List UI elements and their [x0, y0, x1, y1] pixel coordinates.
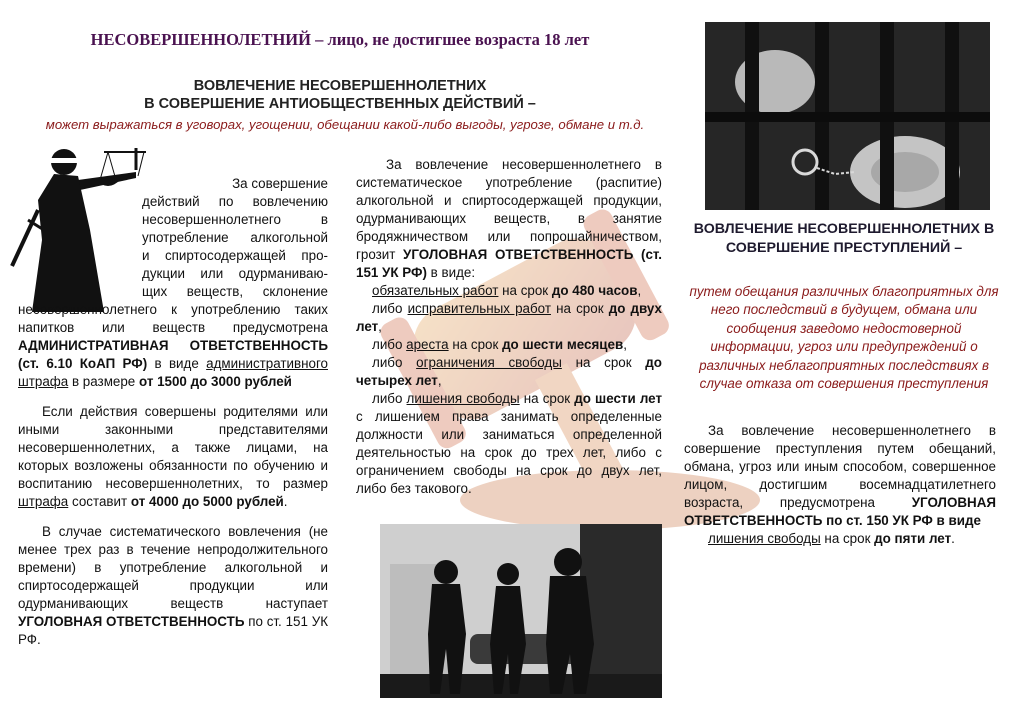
left-p1-line: несовершеннолетнего в	[142, 212, 328, 227]
text-fragment: по ст. 151 УК РФ.	[18, 614, 328, 647]
text-fragment: в размере	[68, 374, 139, 389]
hands-behind-bars-photo	[705, 22, 990, 210]
left-column	[18, 175, 328, 649]
text-fragment: За вовлечение несовершеннолетнего в совершение преступления путем обещаний, обмана, угроз или иным способом, совершенное лицом, достигшим восемнадцатилетнего возраста, предусмотрена	[684, 423, 996, 510]
left-p1-line: употребление алкогольной	[142, 230, 328, 245]
page-title	[0, 30, 680, 50]
text-fragment: .	[951, 531, 955, 546]
sanction-term: до пяти лет	[874, 531, 952, 546]
text-fragment: в виде	[147, 356, 207, 371]
text-fragment: с лишением права занимать определенные должности или заниматься определенной деятельностью на срок до трех лет, либо с ограничением свободы на срок до двух лет, либо без такового.	[356, 409, 662, 496]
koap-article: (ст. 6.10 КоАП РФ)	[18, 356, 148, 371]
sanction-link: исправительных работ	[407, 301, 551, 316]
sanction-term: до шести лет	[574, 391, 662, 406]
involvement-subtitle: может выражаться в уговорах, угощении, обещании какой-либо выгоды, угрозе, обмане и т.д.	[45, 117, 645, 132]
admin-liability: АДМИНИСТРАТИВНАЯ ОТВЕТСТВЕННОСТЬ	[18, 338, 328, 353]
text-fragment: За вовлечение несовершеннолетнего в систематическое употребление (распитие) алкогольной и спиртосодержащей продукции, одурманивающих веществ, в занятие бродяжничеством или попрошайничеством, грозит	[356, 157, 662, 262]
right-text-block	[684, 422, 996, 548]
fine-amount: от 1500 до 3000 рублей	[138, 374, 292, 389]
sanction-item	[356, 390, 662, 498]
criminal-liability: УГОЛОВНАЯ ОТВЕТСТВЕННОСТЬ	[18, 614, 245, 629]
sanction-term: до двух лет	[356, 301, 662, 334]
text-fragment: на срок	[448, 337, 503, 352]
left-p1-line: действий по вовлечению	[142, 194, 328, 209]
text-fragment: ,	[623, 337, 627, 352]
sanction-item	[356, 282, 662, 300]
sanction-link: лишения свободы	[708, 531, 821, 546]
sanction-link: обязательных работ	[372, 283, 499, 298]
fine-link: штрафа	[18, 494, 69, 509]
left-p2	[18, 403, 328, 511]
teens-silhouette-photo	[380, 524, 662, 698]
criminal-liability: УГОЛОВНАЯ ОТВЕТСТВЕННОСТЬ по ст. 150 УК РФ в виде	[684, 495, 996, 528]
title-definition: – лицо, не достигшее возраста 18 лет	[310, 30, 590, 49]
crime-heading-line2: СОВЕРШЕНИЕ ПРЕСТУПЛЕНИЙ –	[725, 240, 963, 256]
text-fragment: составит	[68, 494, 131, 509]
involvement-heading-line2: В СОВЕРШЕНИЕ АНТИОБЩЕСТВЕННЫХ ДЕЙСТВИЙ –	[144, 96, 536, 112]
involvement-heading	[60, 77, 620, 113]
text-fragment: либо	[372, 337, 407, 352]
sanction-term: до 480 часов	[551, 283, 638, 298]
middle-intro	[356, 156, 662, 282]
sanction-link: ограничения свободы	[416, 355, 562, 370]
left-p1-line: несовершеннолетнего к употреблению таких	[18, 302, 328, 317]
left-p1-line: За совершение	[232, 176, 328, 191]
left-p3	[18, 523, 328, 649]
left-p1-penalty	[18, 337, 328, 391]
fine-amount: от 4000 до 5000 рублей	[130, 494, 284, 509]
text-fragment: в виде:	[426, 265, 476, 280]
sanction-item	[356, 300, 662, 336]
left-p1-line: и спиртосодержащей про-	[142, 248, 328, 263]
left-p1-line: напитков или веществ предусмотрена	[18, 320, 328, 335]
left-p1-line: дукции или одурманиваю-	[142, 266, 328, 281]
text-fragment: на срок	[550, 301, 609, 316]
crime-heading-line1: ВОВЛЕЧЕНИЕ НЕСОВЕРШЕННОЛЕТНИХ В	[693, 221, 995, 237]
crime-description: путем обещания различных благоприятных для него последствий в будущем, обмана или сообщения заведомо недостоверной информации, угроз или предупреждений о различных неблагоприятных последствиях в случае отказа от совершения преступления	[689, 284, 999, 392]
text-fragment: на срок	[498, 283, 552, 298]
text-fragment: на срок	[519, 391, 575, 406]
text-fragment: В случае систематического вовлечения (не менее трех раз в течение непродолжительного времени) в употребление алкогольной и спиртосодержащей продукции или одурманивающих веществ наступает	[18, 524, 328, 611]
text-fragment: на срок	[820, 531, 875, 546]
text-fragment: .	[283, 494, 288, 509]
text-fragment: либо	[372, 391, 407, 406]
text-fragment: ,	[437, 373, 442, 388]
criminal-liability: УГОЛОВНАЯ ОТВЕТСТВЕННОСТЬ (ст. 151 УК РФ)	[356, 247, 662, 280]
title-term: НЕСОВЕРШЕННОЛЕТНИЙ	[90, 30, 311, 49]
text-fragment: ,	[378, 319, 382, 334]
sanction-term: до четырех лет	[356, 355, 662, 388]
text-fragment: либо	[372, 301, 408, 316]
sanction-term: до шести месяцев	[502, 337, 624, 352]
fine-link: административного штрафа	[18, 356, 328, 389]
right-p1	[684, 422, 996, 530]
sanction-link: ареста	[406, 337, 449, 352]
sanction-item	[356, 354, 662, 390]
right-p2	[684, 530, 996, 548]
middle-column	[356, 156, 662, 498]
text-fragment: на срок	[561, 355, 646, 370]
text-fragment: Если действия совершены родителями или иными законными представителями несовершеннолетних, а также лицами, на которых возложены обязанности по обучению и воспитанию несовершеннолетних, то размер	[18, 404, 328, 491]
sanction-link: лишения свободы	[406, 391, 520, 406]
left-p1-line: щих веществ, склонение	[142, 284, 328, 299]
crime-heading	[684, 220, 1004, 258]
text-fragment: ,	[637, 283, 642, 298]
text-fragment: либо	[372, 355, 417, 370]
involvement-heading-line1: ВОВЛЕЧЕНИЕ НЕСОВЕРШЕННОЛЕТНИХ	[193, 78, 487, 94]
sanction-item	[356, 336, 662, 354]
